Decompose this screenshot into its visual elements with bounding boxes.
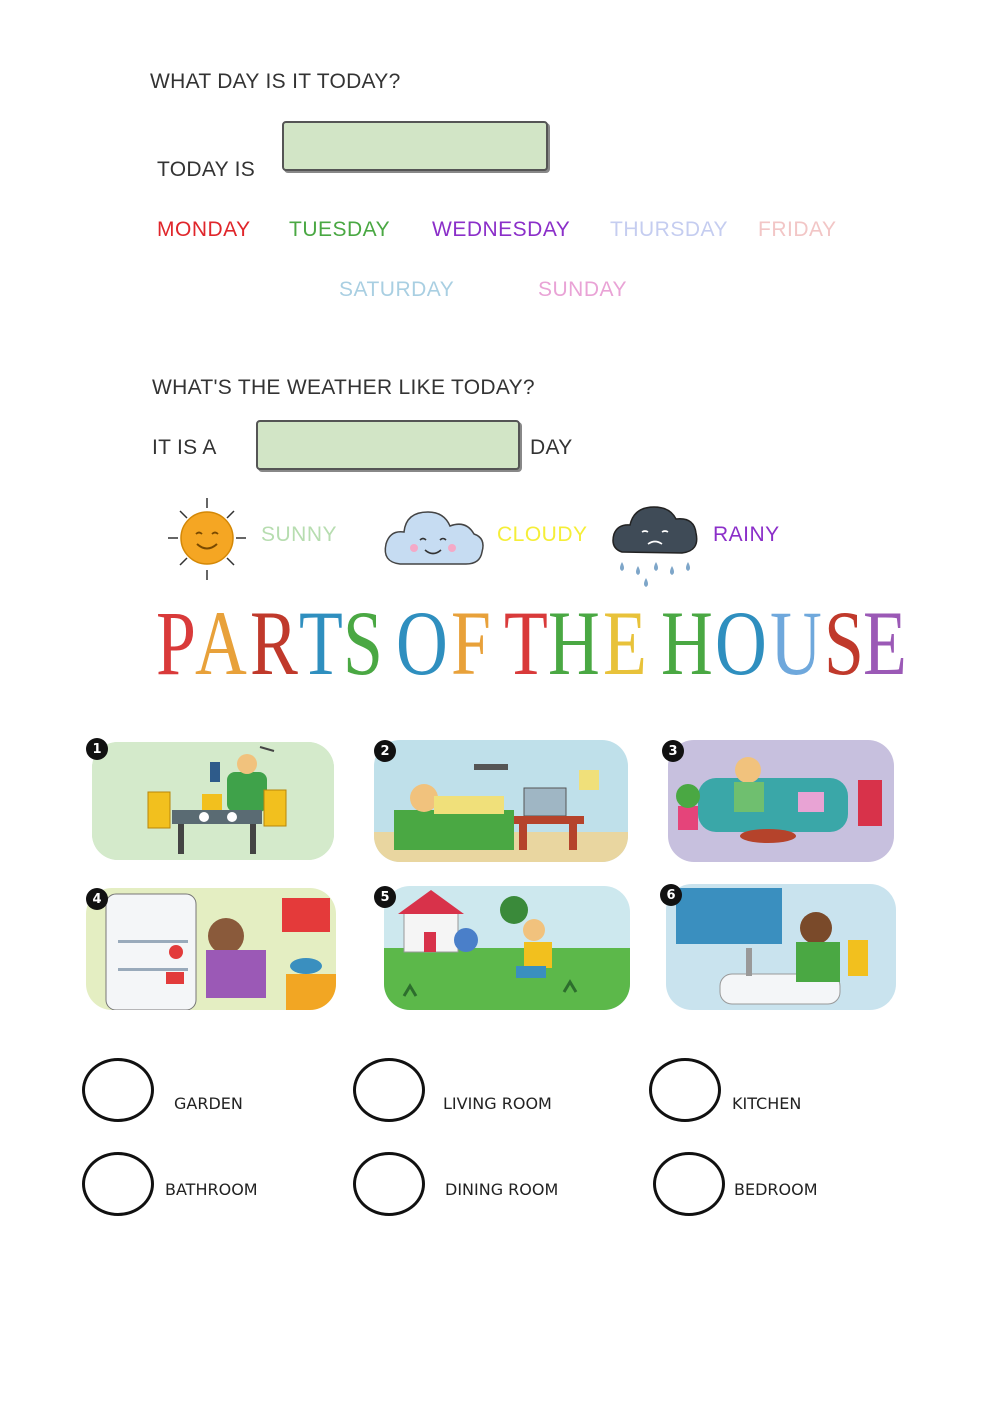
day-question: WHAT DAY IS IT TODAY? [150, 70, 401, 93]
garden-picture [384, 886, 630, 1010]
answer-label-bedroom: BEDROOM [734, 1180, 818, 1199]
bathroom-picture [666, 884, 896, 1010]
title-letter: S [343, 592, 384, 694]
title-letter: H [548, 592, 601, 694]
answer-label-dining-room: DINING ROOM [445, 1180, 559, 1199]
day-label: DAY [530, 436, 573, 459]
title-letter [382, 590, 393, 696]
scene-number-3: 3 [662, 740, 684, 762]
living-room-picture [668, 740, 894, 862]
answer-circle-dining-room[interactable] [353, 1152, 425, 1216]
scene-number-1: 1 [86, 738, 108, 760]
day-answer-box[interactable] [282, 121, 548, 171]
title-letter: T [299, 592, 343, 694]
title-letter: E [602, 592, 647, 694]
weather-option-sunny[interactable]: SUNNY [261, 523, 338, 546]
cloud-icon [380, 500, 488, 580]
scene-number-2: 2 [374, 740, 396, 762]
title-letter: A [195, 592, 248, 694]
day-option-sunday[interactable]: SUNDAY [538, 278, 627, 301]
title-letter: U [769, 592, 822, 694]
answer-circle-kitchen[interactable] [649, 1058, 721, 1122]
bedroom-picture [374, 740, 628, 862]
day-option-monday[interactable]: MONDAY [157, 218, 251, 241]
scene-living-room [668, 740, 894, 862]
scene-bedroom [374, 740, 628, 862]
weather-option-rainy[interactable]: RAINY [713, 523, 780, 546]
title-letter: O [715, 592, 768, 694]
answer-label-garden: GARDEN [174, 1094, 243, 1113]
answer-label-kitchen: KITCHEN [732, 1094, 802, 1113]
day-option-friday[interactable]: FRIDAY [758, 218, 837, 241]
day-option-saturday[interactable]: SATURDAY [339, 278, 455, 301]
scene-number-6: 6 [660, 884, 682, 906]
scene-dining-room [92, 742, 334, 860]
scene-garden [384, 886, 630, 1010]
page-title [156, 590, 908, 694]
answer-circle-garden[interactable] [82, 1058, 154, 1122]
title-letter: F [450, 592, 491, 694]
today-is-label: TODAY IS [157, 158, 256, 181]
answer-circle-bathroom[interactable] [82, 1152, 154, 1216]
it-is-a-label: IT IS A [152, 436, 217, 459]
scene-bathroom [666, 884, 896, 1010]
title-letter [490, 590, 501, 696]
answer-label-bathroom: BATHROOM [165, 1180, 258, 1199]
day-option-thursday[interactable]: THURSDAY [610, 218, 728, 241]
weather-option-cloudy[interactable]: CLOUDY [497, 523, 588, 546]
kitchen-picture [86, 888, 336, 1010]
sun-icon [160, 494, 254, 584]
dining-room-picture [92, 742, 334, 860]
weather-question: WHAT'S THE WEATHER LIKE TODAY? [152, 376, 535, 399]
scene-number-4: 4 [86, 888, 108, 910]
day-option-tuesday[interactable]: TUESDAY [289, 218, 391, 241]
title-letter: O [396, 592, 449, 694]
answer-circle-living-room[interactable] [353, 1058, 425, 1122]
title-letter: H [660, 592, 713, 694]
title-letter: P [156, 592, 196, 694]
page-title-text [156, 592, 908, 694]
scene-number-5: 5 [374, 886, 396, 908]
answer-circle-bedroom[interactable] [653, 1152, 725, 1216]
rain-cloud-icon [608, 496, 704, 592]
title-letter: E [863, 592, 908, 694]
answer-label-living-room: LIVING ROOM [443, 1094, 552, 1113]
title-letter: T [504, 592, 548, 694]
title-letter: R [249, 592, 298, 694]
title-letter: S [824, 592, 865, 694]
day-option-wednesday[interactable]: WEDNESDAY [432, 218, 571, 241]
weather-answer-box[interactable] [256, 420, 520, 470]
scene-kitchen [86, 888, 336, 1010]
title-letter [647, 590, 658, 696]
